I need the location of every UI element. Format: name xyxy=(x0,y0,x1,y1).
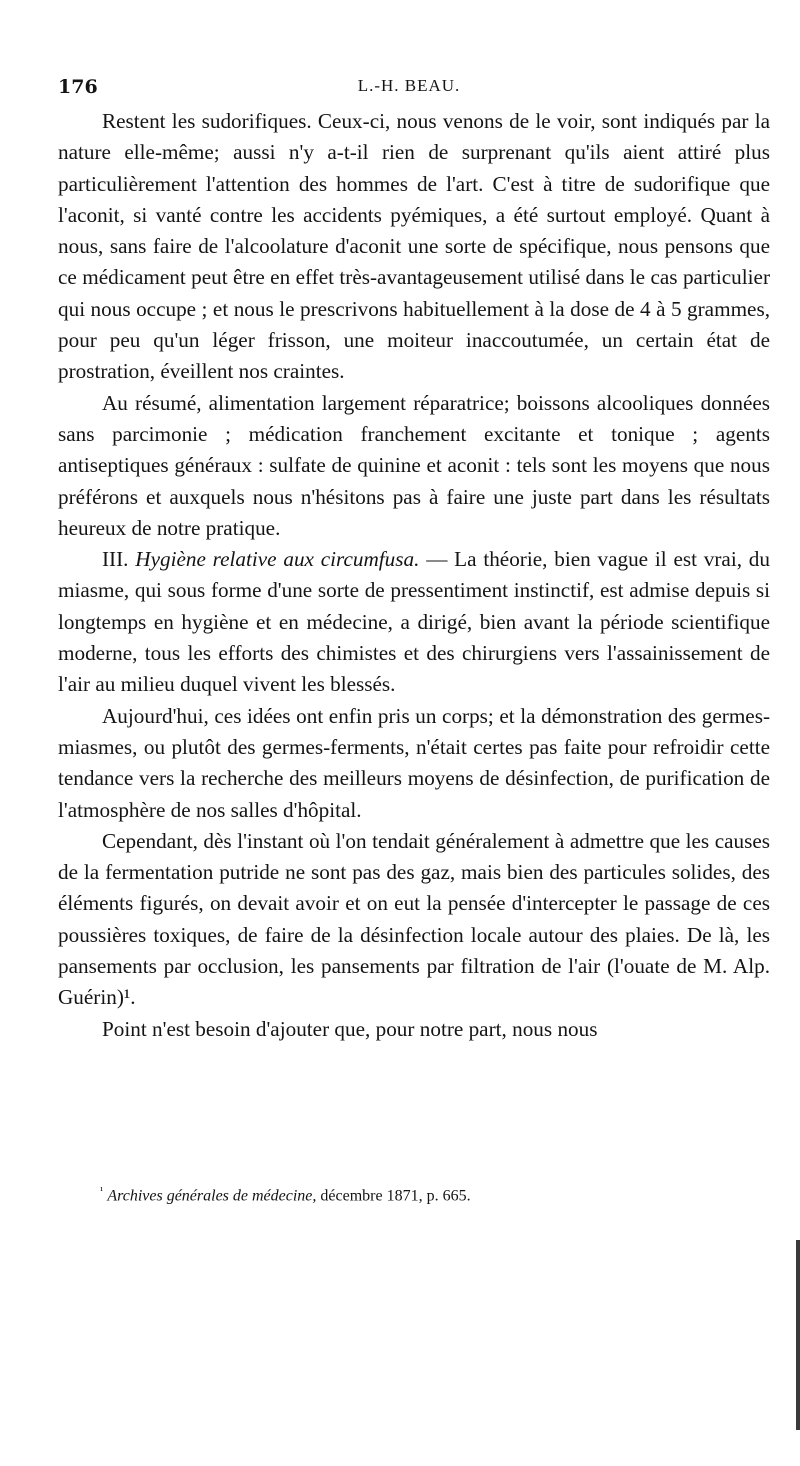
paragraph-resume xyxy=(58,388,770,544)
paragraph-text: Restent les sudorifiques. Ceux-ci, nous venons de le voir, sont indiqués par la nature elle-même; aussi n'y a-t-il rien de surprenant qu'ils aient attiré plus particulièrement l'attention des hommes de l'art. C'est à titre de sudorifique que l'aconit, si vanté contre les accidents pyémiques, a été surtout employé. Quant à nous, sans faire de l'alcoolature d'aconit une sorte de spécifique, nous pensons que ce médicament peut être en effet très-avantageusement utilisé dans le cas particulier qui nous occupe ; et nous le prescrivons habituellement à la dose de 4 à 5 grammes, pour peu qu'un léger frisson, une moiteur inaccoutumée, un certain état de prostration, éveillent nos craintes. xyxy=(58,109,770,384)
paragraph-hygiene xyxy=(58,544,770,700)
paragraph-text: Point n'est besoin d'ajouter que, pour notre part, nous nous xyxy=(102,1016,598,1041)
paragraph-text: Aujourd'hui, ces idées ont enfin pris un corps; et la démonstration des germes-miasmes, ou plutôt des germes-ferments, n'était certes pas faite pour refroidir cette tendance vers la recherche des meilleurs moyens de désinfection, de purification de l'atmosphère de nos salles d'hôpital. xyxy=(58,703,770,822)
paragraph-text: Au résumé, alimentation largement réparatrice; boissons alcooliques données sans parcimonie ; médication franchement excitante et tonique ; agents antiseptiques généraux : sulfate de quinine et aconit : tels sont les moyens que nous préférons et auxquels nous n'hésitons pas à faire une juste part dans les résultats heureux de notre pratique. xyxy=(58,390,770,540)
section-title: Hygiène relative aux circumfusa. xyxy=(135,547,420,572)
paragraph-point xyxy=(58,1014,770,1045)
paragraph-text: Cependant, dès l'instant où l'on tendait généralement à admettre que les causes de la fermentation putride ne sont pas des gaz, mais bien des particules solides, des éléments figurés, on devait avoir et on eut la pensée d'intercepter le passage de ces poussières toxiques, de faire de la désinfection locale autour des plaies. De là, les pansements par occlusion, les pansements par filtration de l'air (l'ouate de M. Alp. Guérin)¹. xyxy=(58,828,770,1010)
footnote-source: Archives générales de médecine, xyxy=(107,1187,317,1205)
running-head xyxy=(58,76,760,102)
footnote-text: décembre 1871, p. 665. xyxy=(316,1187,471,1205)
paragraph-text: — La théorie, bien vague il est vrai, du miasme, qui sous forme d'une sorte de pressentiment instinctif, est admise depuis si longtemps en hygiène et en médecine, a dirigé, bien avant la période scientifique moderne, tous les efforts des chimistes et des chirurgiens vers l'assainissement de l'air au milieu duquel vivent les blessés. xyxy=(58,547,770,697)
paragraph-aujourdhui xyxy=(58,701,770,826)
body-text xyxy=(58,106,770,1045)
footnote xyxy=(100,1180,760,1207)
page-number: 176 xyxy=(58,76,98,98)
footnote-marker: ¹ xyxy=(100,1185,104,1197)
paragraph-cependant xyxy=(58,826,770,1014)
running-title: L.-H. BEAU. xyxy=(357,76,461,95)
paragraph-sudorifiques xyxy=(58,106,770,388)
scan-edge-mark xyxy=(796,1240,800,1430)
section-number: III. xyxy=(102,547,136,572)
